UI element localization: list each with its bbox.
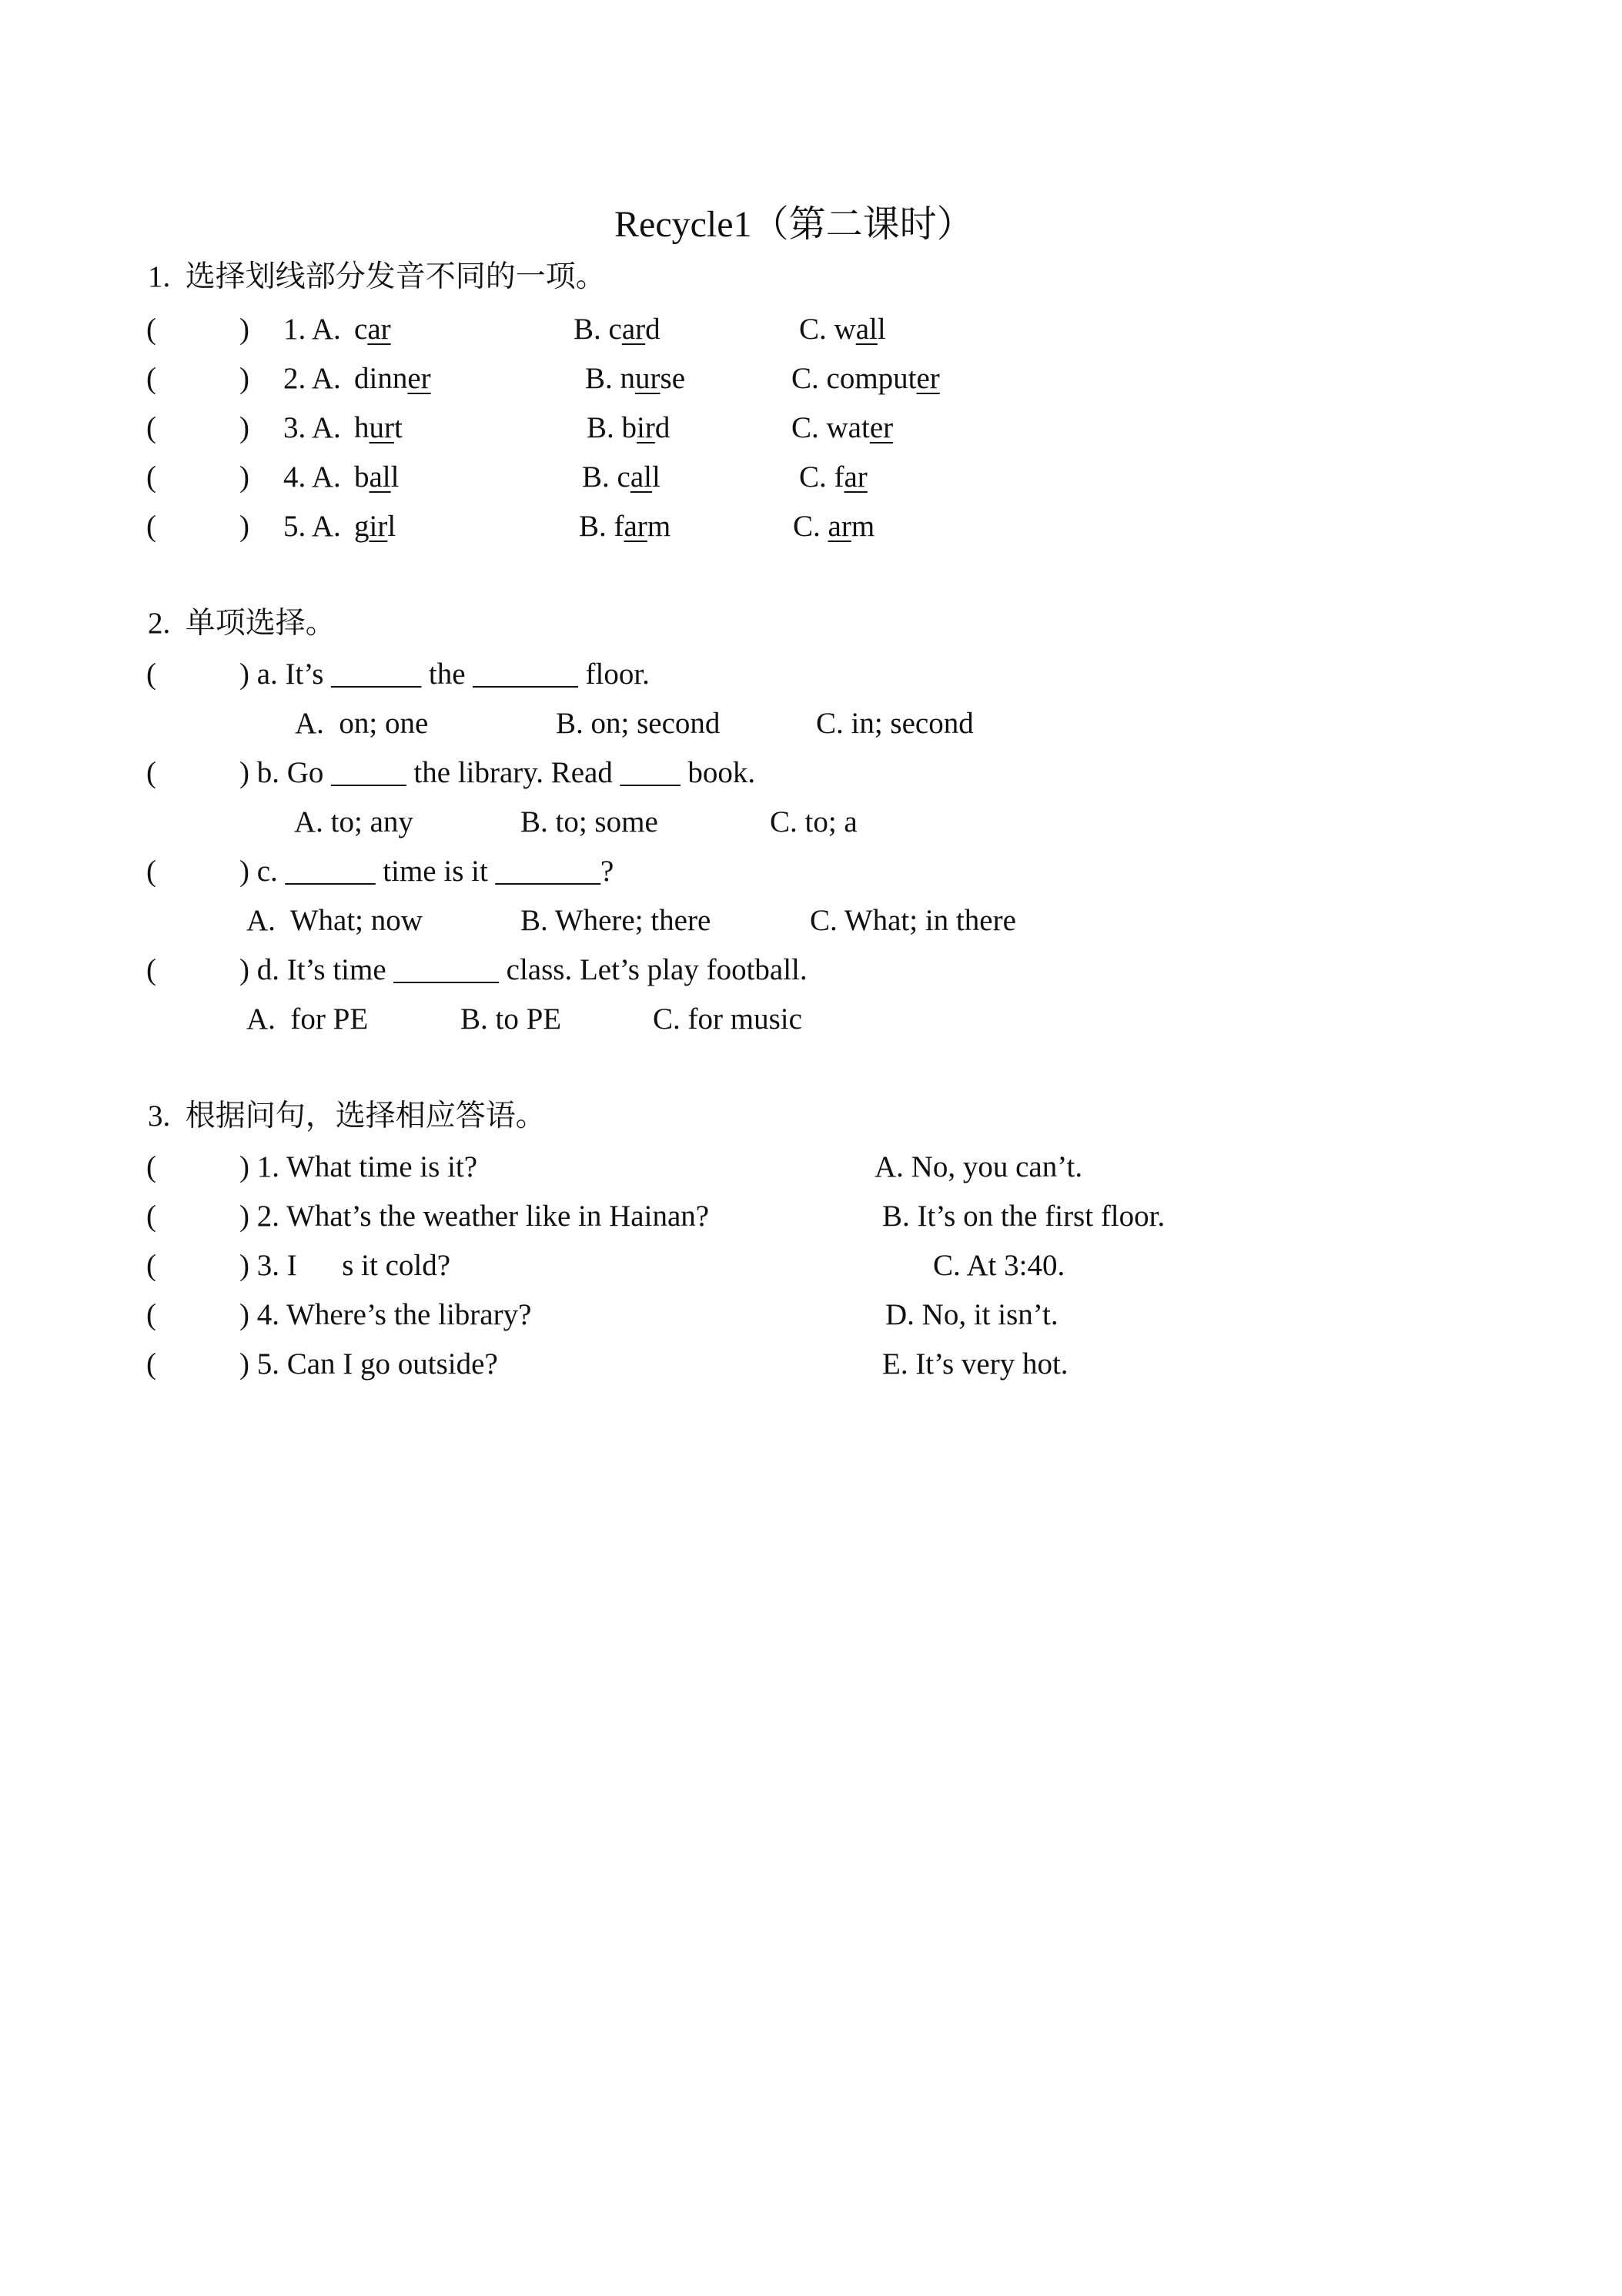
match-question-1: ) 1. What time is it?	[239, 1150, 478, 1183]
item-1-4-option-c: C. far	[799, 460, 868, 494]
item-1-5-option-c: C. arm	[793, 510, 875, 543]
section-2-heading: 2. 单项选择。	[148, 607, 336, 640]
answer-paren-open: (	[146, 411, 156, 444]
page-title: Recycle1（第二课时）	[614, 204, 974, 245]
item-1-2-option-b: B. nurse	[585, 362, 686, 395]
question-2d-text: ) d. It’s time _______ class. Let’s play football.	[239, 953, 808, 986]
answer-paren-close: )	[239, 460, 249, 494]
question-2a-option-b: B. on; second	[556, 707, 721, 740]
answer-paren-open: (	[146, 313, 156, 346]
question-2d-option-b: B. to PE	[460, 1002, 562, 1036]
match-question-2: ) 2. What’s the weather like in Hainan?	[239, 1200, 710, 1233]
section-3-heading: 3. 根据问句，选择相应答语。	[148, 1099, 546, 1133]
answer-paren-close: )	[239, 313, 249, 346]
item-1-5-option-b: B. farm	[579, 510, 671, 543]
match-answer-b: B. It’s on the first floor.	[882, 1200, 1165, 1233]
item-1-1-number: 1. A.	[283, 313, 341, 346]
item-1-3-option-b: B. bird	[587, 411, 671, 444]
answer-paren-open: (	[146, 1200, 156, 1233]
question-2c-text: ) c. ______ time is it _______?	[239, 855, 614, 888]
item-1-1-option-a: car	[354, 313, 391, 346]
section-1-heading: 1. 选择划线部分发音不同的一项。	[148, 260, 606, 293]
item-1-4-option-b: B. call	[582, 460, 661, 494]
match-answer-d: D. No, it isn’t.	[885, 1298, 1058, 1331]
item-1-2-option-a: dinner	[354, 362, 431, 395]
question-2a-text: ) a. It’s ______ the _______ floor.	[239, 658, 650, 691]
question-2d-option-a: A. for PE	[246, 1002, 369, 1036]
question-2b-option-b: B. to; some	[520, 805, 658, 838]
answer-paren-open: (	[146, 658, 156, 691]
item-1-5-option-a: girl	[354, 510, 396, 543]
answer-paren-open: (	[146, 1150, 156, 1183]
answer-paren-open: (	[146, 1249, 156, 1282]
question-2b-text: ) b. Go _____ the library. Read ____ book.	[239, 756, 756, 789]
question-2c-option-c: C. What; in there	[810, 904, 1016, 937]
match-answer-a: A. No, you can’t.	[875, 1150, 1083, 1183]
question-2b-option-a: A. to; any	[294, 805, 413, 838]
item-1-4-number: 4. A.	[283, 460, 341, 494]
item-1-1-option-b: B. card	[574, 313, 661, 346]
answer-paren-open: (	[146, 953, 156, 986]
answer-paren-close: )	[239, 411, 249, 444]
answer-paren-close: )	[239, 510, 249, 543]
item-1-3-number: 3. A.	[283, 411, 341, 444]
match-question-4: ) 4. Where’s the library?	[239, 1298, 532, 1331]
answer-paren-close: )	[239, 362, 249, 395]
item-1-3-option-a: hurt	[354, 411, 403, 444]
answer-paren-open: (	[146, 855, 156, 888]
match-answer-c: C. At 3:40.	[933, 1249, 1065, 1282]
answer-paren-open: (	[146, 1347, 156, 1381]
question-2b-option-c: C. to; a	[770, 805, 858, 838]
question-2c-option-b: B. Where; there	[520, 904, 711, 937]
question-2a-option-a: A. on; one	[295, 707, 429, 740]
match-question-3: ) 3. I s it cold?	[239, 1249, 451, 1282]
item-1-1-option-c: C. wall	[799, 313, 886, 346]
item-1-2-number: 2. A.	[283, 362, 341, 395]
answer-paren-open: (	[146, 756, 156, 789]
question-2a-option-c: C. in; second	[816, 707, 974, 740]
answer-paren-open: (	[146, 510, 156, 543]
answer-paren-open: (	[146, 1298, 156, 1331]
answer-paren-open: (	[146, 460, 156, 494]
match-answer-e: E. It’s very hot.	[882, 1347, 1069, 1381]
answer-paren-open: (	[146, 362, 156, 395]
item-1-2-option-c: C. computer	[791, 362, 940, 395]
question-2d-option-c: C. for music	[653, 1002, 802, 1036]
item-1-5-number: 5. A.	[283, 510, 341, 543]
item-1-3-option-c: C. water	[791, 411, 894, 444]
question-2c-option-a: A. What; now	[246, 904, 423, 937]
item-1-4-option-a: ball	[354, 460, 400, 494]
match-question-5: ) 5. Can I go outside?	[239, 1347, 498, 1381]
